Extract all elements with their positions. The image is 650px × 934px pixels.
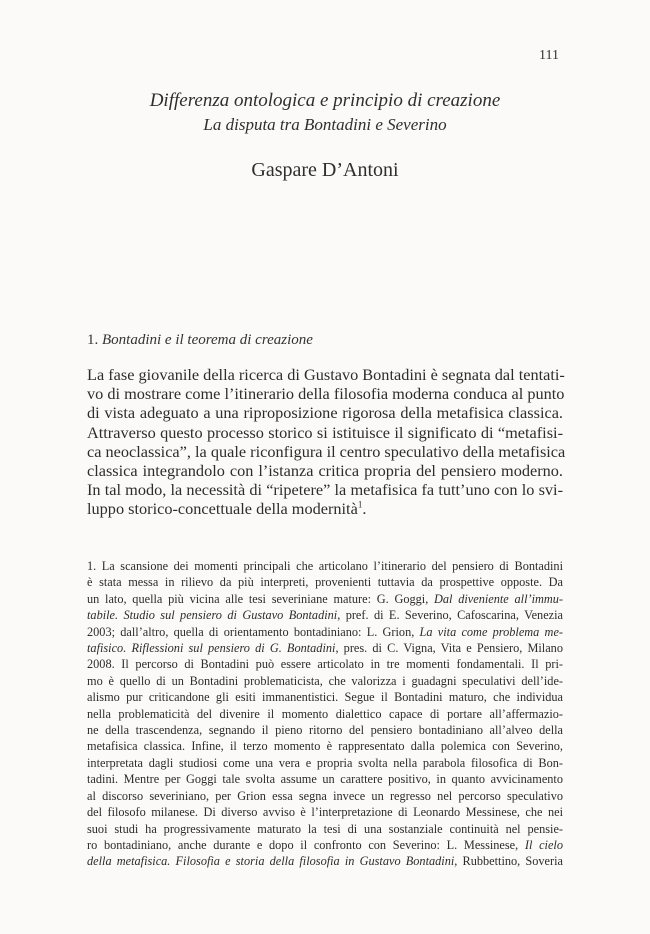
footnote-reference[interactable]: 1 bbox=[357, 500, 363, 510]
article-subtitle: La disputa tra Bontadini e Severino bbox=[203, 115, 447, 134]
footnote-line bbox=[87, 837, 563, 853]
body-line: classica integrandolo con l’istanza critica propria del pensiero moderno. bbox=[87, 461, 563, 481]
footnote-line bbox=[87, 591, 563, 607]
footnote-italic-text: della metafisica. Filosofia e storia della filosofia in Gustavo Bontadini bbox=[87, 854, 455, 869]
footnote-line bbox=[87, 607, 563, 623]
footnote-line: interpretata dagli studiosi come una vera e propria svolta nella parabola filosofica di Bon- bbox=[87, 755, 563, 770]
footnote-text: ro bontadiniano, anche durante e dopo il confronto con Severino: L. Messinese, bbox=[87, 837, 525, 852]
footnote-italic-text: tafisico. Riflessioni sul pensiero di G. Bontadini bbox=[87, 641, 336, 656]
body-line: La fase giovanile della ricerca di Gustavo Bontadini è segnata dal tentati- bbox=[87, 365, 565, 384]
section-number: 1. bbox=[87, 332, 99, 348]
article-header bbox=[0, 90, 650, 182]
footnote-line: nella problematicità del divenire il momento dialettico capace di portare all’affermazio- bbox=[87, 706, 563, 721]
body-line: In tal modo, la necessità di “ripetere” la metafisica fa tutt’uno con lo svi- bbox=[87, 480, 563, 500]
body-line: di vista adeguato a una riproposizione rigorosa della metafisica classica. bbox=[87, 403, 563, 423]
footnote-line: 2008. Il percorso di Bontadini può essere articolato in tre momenti fondamentali. Il pri- bbox=[87, 657, 563, 672]
body-line-last bbox=[87, 499, 563, 518]
footnote-line: metafisica classica. Infine, il terzo momento è rappresentato dalla polemica con Severino, bbox=[87, 739, 563, 754]
section-heading bbox=[87, 332, 313, 349]
page-number: 111 bbox=[539, 48, 559, 63]
footnote-text: un lato, quella più vicina alle tesi severiniane mature: G. Goggi, bbox=[87, 591, 435, 606]
body-line: Attraverso questo processo storico si istituisce il significato di “metafisi- bbox=[87, 422, 563, 442]
footnote-line: mo è quello di un Bontadini problematicista, che valorizza i guadagni speculativi dell’ide- bbox=[87, 673, 563, 688]
body-line: ca neoclassica”, la quale riconfigura il centro speculativo della metafisica bbox=[87, 441, 566, 461]
footnote-line bbox=[87, 624, 563, 640]
footnote-line: 1. La scansione dei momenti principali che articolano l’itinerario del pensiero di Bontadini bbox=[87, 559, 563, 573]
footnote-italic-text: La vita come problema me- bbox=[419, 624, 563, 639]
footnote-text: , pres. di C. Vigna, Vita e Pensiero, Milano bbox=[335, 641, 563, 656]
sentence-period: . bbox=[362, 499, 367, 519]
body-line: vo di mostrare come l’itinerario della filosofia moderna conduca al punto bbox=[87, 384, 565, 404]
footnote-line: del filosofo milanese. Di diverso avviso è l’interpretazione di Leonardo Messinese, che nei bbox=[87, 805, 563, 820]
footnote bbox=[87, 558, 563, 870]
body-line-text: luppo storico-concettuale della modernità bbox=[87, 499, 358, 519]
footnote-italic-text: Dal diveniente all’immu- bbox=[434, 591, 563, 606]
footnote-line bbox=[87, 640, 563, 656]
footnote-line: alismo pur criticandone gli esiti immanentistici. Segue il Bontadini maturo, che individua bbox=[87, 690, 563, 705]
footnote-line: ne della trascendenza, segnando il pieno ritorno del pensiero bontadiniano all’alveo della bbox=[87, 723, 563, 738]
article-title: Differenza ontologica e principio di creazione bbox=[149, 90, 501, 111]
footnote-line bbox=[87, 853, 563, 869]
body-paragraph bbox=[87, 365, 566, 519]
footnote-italic-text: Il cielo bbox=[524, 837, 563, 852]
footnote-line: tadini. Mentre per Goggi tale svolta assume un carattere positivo, in quanto avvicinamento bbox=[87, 772, 563, 787]
footnote-line: al discorso severiniano, per Grion essa segna invece un regresso nel percorso speculativo bbox=[87, 788, 563, 803]
article-author: Gaspare D’Antoni bbox=[251, 159, 399, 181]
footnote-line: è stata messa in rilievo da più interpreti, provenienti tuttavia da prospettive opposte. Da bbox=[87, 575, 563, 590]
footnote-text: , pref. di E. Severino, Cafoscarina, Venezia bbox=[337, 608, 563, 623]
footnote-text: , Rubbettino, Soveria bbox=[454, 854, 563, 869]
section-title: Bontadini e il teorema di creazione bbox=[102, 332, 313, 348]
footnote-italic-text: tabile. Studio sul pensiero di Gustavo Bontadini bbox=[87, 608, 338, 623]
footnote-text: 2003; dall’altro, quella di orientamento bontadiniano: L. Grion, bbox=[87, 624, 420, 639]
footnote-line: suoi studi ha progressivamente maturato la tesi di una sostanziale continuità nel pensie- bbox=[87, 821, 563, 836]
